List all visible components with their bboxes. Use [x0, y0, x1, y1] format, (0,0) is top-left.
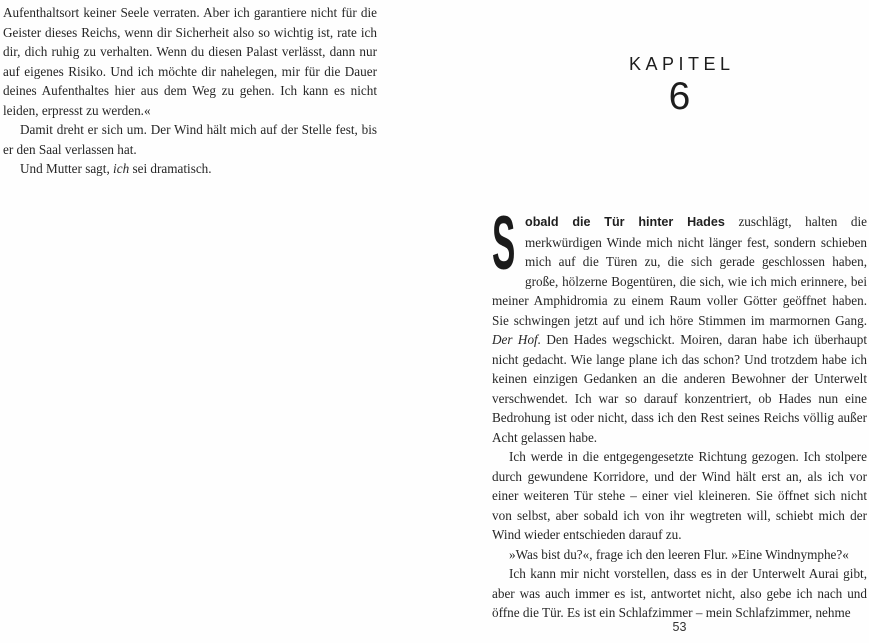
paragraph: Damit dreht er sich um. Der Wind hält mich auf der Stelle fest, bis er den Saal verlassen hat. [3, 122, 377, 157]
paragraph: Ich kann mir nicht vorstellen, dass es in der Unterwelt Aurai gibt, aber was auch immer es ist, antwortet nicht, also gebe ich nach und öffne die Tür. Es ist ein Schlafzimmer – mein Schlafzimmer, nehme [492, 566, 867, 620]
italic-phrase: ich [113, 161, 130, 176]
text-segment: Den Hades wegschickt. Moiren, daran habe ich überhaupt nicht gedacht. Wie lange plane ich das schon? Und trotzdem habe ich keinen einzigen Gedanken an die anderen Bewohner der Unterwelt verschwendet. Ich war so darauf konzentriert, ob Hades nun eine Bedrohung ist oder nicht, dass ich den Rest seines Reichs völlig außer Acht gelassen habe. [492, 332, 867, 445]
text-segment: sei dramatisch. [129, 161, 212, 176]
text-segment: Und Mutter sagt, [20, 161, 114, 176]
left-page-text [3, 3, 377, 179]
paragraph [3, 159, 377, 179]
paragraph: »Was bist du?«, frage ich den leeren Flur. »Eine Windnymphe?« [509, 546, 849, 562]
left-page [3, 0, 377, 643]
drop-cap: S [492, 201, 516, 286]
right-page [492, 0, 867, 643]
paragraph: Aufenthaltsort keiner Seele verraten. Aber ich garantiere nicht für die Geister dieses Reichs, wenn dir Sicherheit also so wichtig ist, rate ich dir, dich ruhig zu verhalten. Wenn du diesen Palast verlässt, dann nur auf eigenes Risiko. Und ich möchte dir nahelegen, mir für die Dauer deines Aufenthaltes hier aus dem Weg zu gehen. Ich kann es nicht leiden, erpresst zu werden.« [3, 5, 377, 118]
italic-phrase: Der Hof. [492, 332, 541, 347]
chapter-body-text [492, 201, 867, 623]
page-number: 53 [672, 620, 687, 634]
chapter-number: 6 [668, 75, 691, 118]
chapter-heading [492, 54, 867, 116]
chapter-label: KAPITEL [628, 54, 735, 74]
paragraph: Ich werde in die entgegengesetzte Richtung gezogen. Ich stolpere durch gewundene Korridore, und der Wind hält erst an, als ich vor einer weiteren Tür stehe – einer viel kleineren. Sie öffnet sich nicht von selbst, aber sobald ich von ihr wegtreten will, schiebt mich der Wind wieder entschieden darauf zu. [492, 449, 867, 542]
text-segment: zuschlägt, halten die merkwürdigen Winde mich nicht länger fest, sondern schieben mich auf die Türen zu, die sich gerade geschlossen haben, große, hölzerne Bogentüren, die sich, wie ich mich erinnere, bei meiner Amphidromia zu einem Raum voller Götter geöffnet haben. Sie schwingen jetzt auf und ich höre Stimmen im marmornen Gang. [492, 214, 867, 328]
paragraph-opening [492, 201, 867, 447]
lead-in-bold: obald die Tür hinter Hades [525, 215, 725, 229]
